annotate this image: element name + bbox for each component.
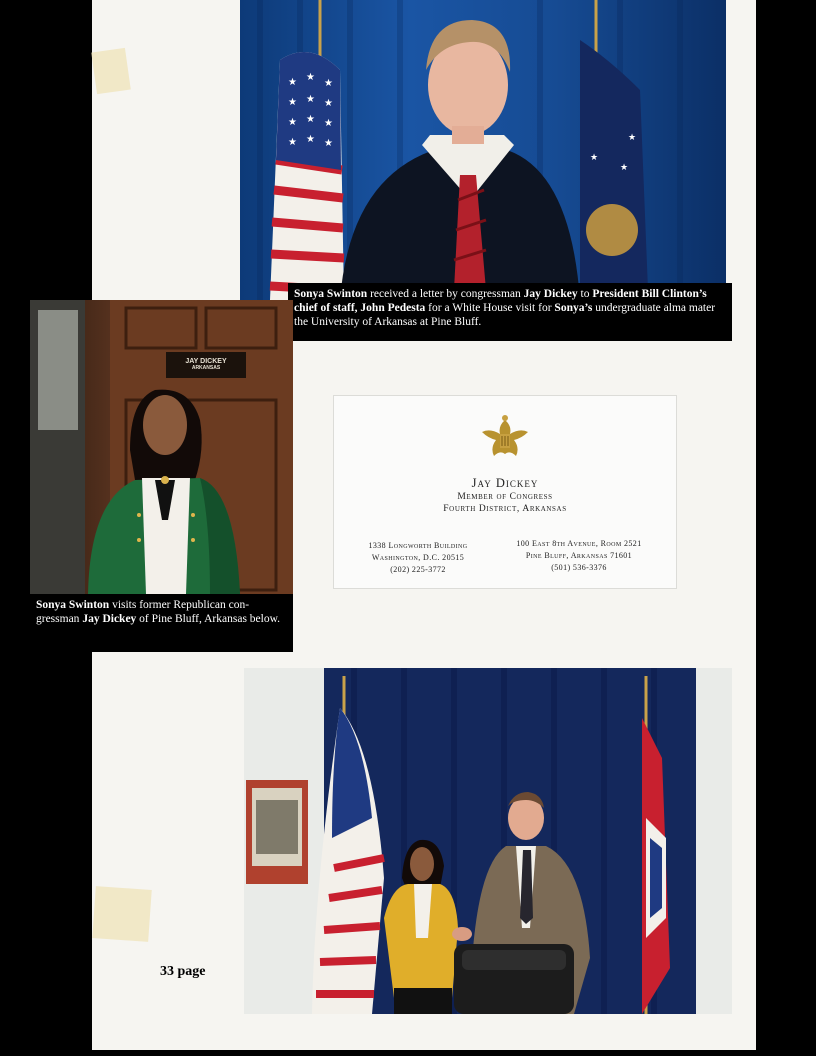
office-meeting-illustration (244, 668, 732, 1014)
svg-text:★: ★ (324, 78, 333, 89)
card-name: Jay Dickey (471, 476, 539, 490)
caption-left (30, 594, 293, 652)
caption-top (288, 283, 732, 341)
caption-bold-text: Sonya Swinton (36, 599, 110, 611)
presidential-flag-icon (577, 0, 650, 300)
svg-text:★: ★ (306, 134, 315, 145)
caption-text: received a letter by congressman (367, 288, 524, 300)
nameplate-name: JAY DICKEY (185, 358, 227, 365)
person-figure-icon (340, 20, 580, 300)
us-flag-icon (270, 0, 344, 300)
svg-text:★: ★ (590, 153, 599, 163)
business-card (334, 396, 676, 588)
address-line: (202) 225-3772 (390, 565, 446, 574)
svg-text:★: ★ (306, 72, 315, 83)
eagle-seal-icon (480, 414, 530, 466)
address-line: 100 East 8th Avenue, Room 2521 (516, 539, 642, 548)
svg-text:★: ★ (288, 117, 297, 128)
caption-bold-text: President Bill Clinton’s chief of staff, John Pedesta (294, 288, 707, 314)
tape-strip (91, 48, 131, 94)
card-address-washington (348, 540, 488, 576)
caption-text: visits former Republican con-gressman (36, 599, 250, 625)
tape-strip (92, 886, 151, 942)
page-number: 33 page (160, 964, 206, 979)
caption-text: of Pine Bluff, Arkansas below. (136, 613, 281, 625)
nameplate-state: ARKANSAS (191, 365, 221, 371)
framed-picture-icon (246, 780, 308, 884)
president-photo-illustration (240, 0, 726, 300)
caption-text: to (577, 288, 593, 300)
caption-bold-text: Sonya Swinton (294, 288, 368, 300)
caption-text: undergraduate alma mater the University of Arkansas at Pine Bluff. (294, 302, 716, 328)
address-line: Pine Bluff, Arkansas 71601 (525, 551, 633, 560)
svg-text:★: ★ (324, 118, 333, 129)
svg-text:★: ★ (306, 114, 315, 125)
svg-text:★: ★ (324, 98, 333, 109)
caption-bold-text: Sonya’s (554, 302, 593, 314)
address-line: 1338 Longworth Building (368, 541, 468, 550)
svg-text:★: ★ (620, 163, 629, 173)
svg-text:★: ★ (324, 138, 333, 149)
svg-text:★: ★ (288, 137, 297, 148)
address-line: (501) 536-3376 (551, 563, 607, 572)
caption-bold-text: Jay Dickey (82, 613, 137, 625)
president-photo (240, 0, 726, 300)
caption-bold-text: Jay Dickey (523, 288, 578, 300)
card-title: Member of Congress (457, 492, 553, 502)
svg-text:★: ★ (306, 94, 315, 105)
card-district: Fourth District, Arkansas (443, 504, 567, 514)
svg-text:★: ★ (628, 133, 637, 143)
office-door-photo (30, 300, 293, 594)
address-line: Washington, D.C. 20515 (371, 553, 465, 562)
svg-text:★: ★ (288, 77, 297, 88)
svg-text:★: ★ (288, 97, 297, 108)
chair-icon (454, 944, 574, 1014)
woman-figure-icon (30, 300, 293, 594)
caption-text: for a White House visit for (425, 302, 555, 314)
office-meeting-photo (244, 668, 732, 1014)
card-address-pine-bluff (494, 538, 664, 574)
